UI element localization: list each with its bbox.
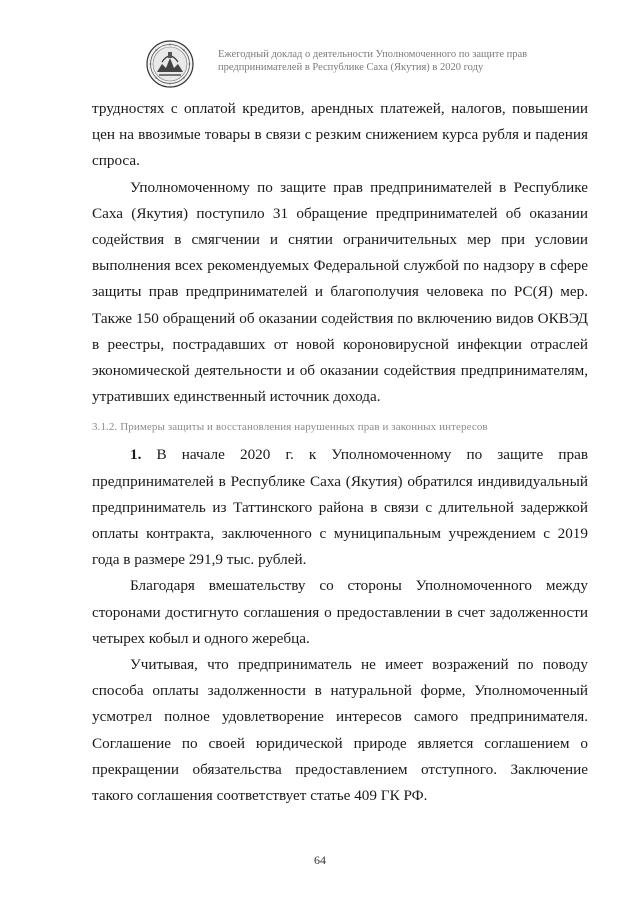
item-number: 1.: [130, 446, 142, 464]
paragraph-agreement: Благодаря вмешательству со стороны Уполномоченного между сторонами достигнуто соглашения о предоставлении в счет задолженности четырех кобыл и одного жеребца.: [92, 577, 588, 647]
header-line-1: Ежегодный доклад о деятельности Уполномоченного по защите прав: [218, 49, 528, 60]
document-body: [92, 96, 588, 809]
header-line-2: предпринимателей в Республике Саха (Якутия) в 2020 году: [218, 62, 484, 73]
coat-of-arms-sakha-icon: [146, 40, 194, 88]
paragraph-appeals: Уполномоченному по защите прав предпринимателей в Республике Саха (Якутия) поступило 31 обращение предпринимателей об оказании содействия в смягчении и снятии ограничительных мер при условии выполнения всех рекомендуемых Федеральной службой по надзору в сфере защиты прав предпринимателей и благополучия человека по РС(Я) мер. Также 150 обращений об оказании содействия по включению видов ОКВЭД в реестры, пострадавших от новой короновирусной инфекции отраслей экономической деятельности и об оказании содействия предпринимателям, утративших единственный источник дохода.: [92, 178, 588, 406]
section-heading: 3.1.2. Примеры защиты и восстановления нарушенных прав и законных интересов: [92, 421, 488, 434]
page-number: 64: [314, 853, 326, 867]
paragraph-continuation: трудностях с оплатой кредитов, арендных платежей, налогов, повышении цен на ввозимые товары в связи с резким снижением курса рубля и падения спроса.: [92, 100, 588, 170]
paragraph-conclusion: Учитывая, что предприниматель не имеет возражений по поводу способа оплаты задолженности в натуральной форме, Уполномоченный усмотрел полное удовлетворение интересов самого предпринимателя. Соглашение по своей юридической природе является соглашением о прекращении обязательства предоставлением отступного. Заключение такого соглашения соответствует статье 409 ГК РФ.: [92, 656, 588, 805]
paragraph-example-1: [92, 442, 588, 573]
page-header: [146, 38, 586, 88]
paragraph-example-1-text: В начале 2020 г. к Уполномоченному по защите прав предпринимателей в Республике Саха (Якутия) обратился индивидуальный предприниматель из Таттинского района в связи с длительной задержкой оплаты контракта, заключенного с муниципальным учреждением с 2019 года в размере 291,9 тыс. рублей.: [92, 446, 588, 569]
header-title: [218, 48, 578, 74]
